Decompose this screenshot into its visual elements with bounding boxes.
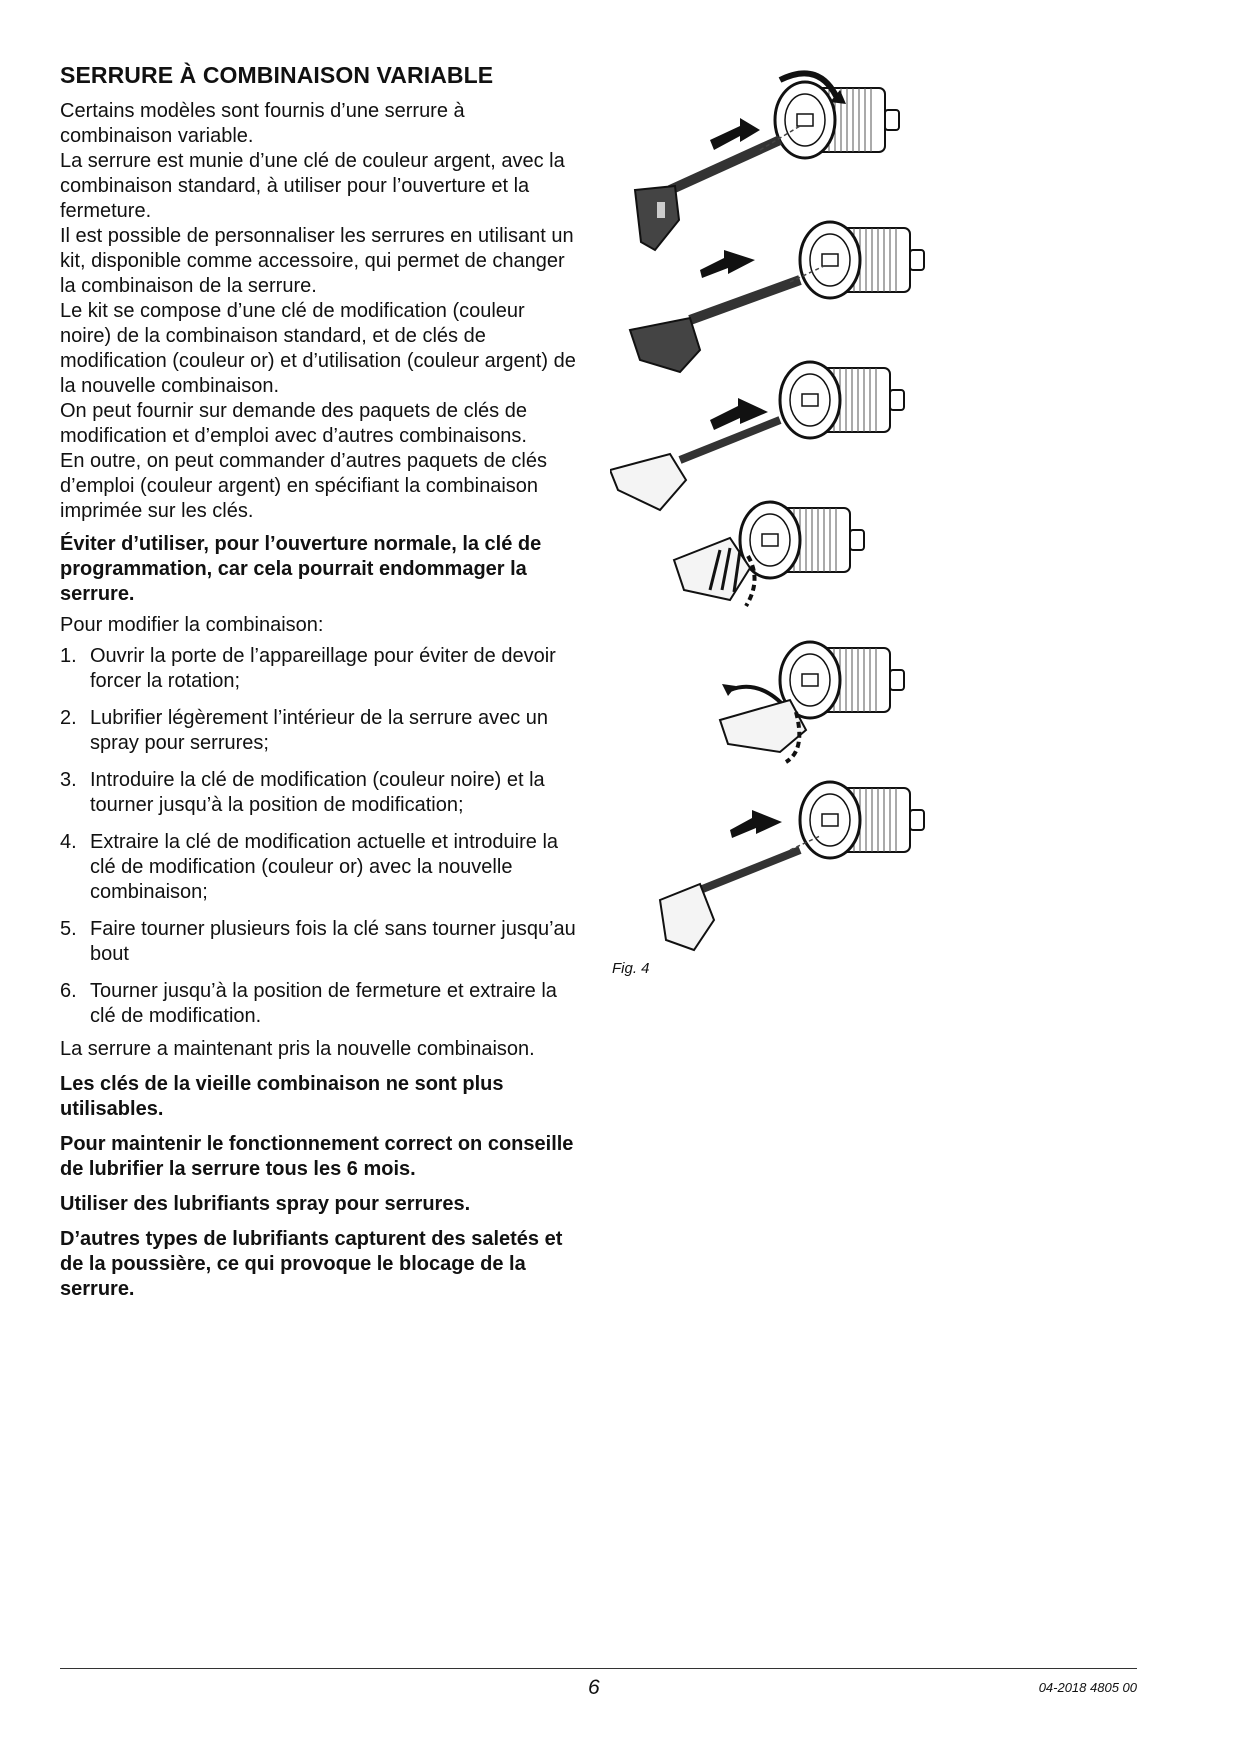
note-text: Les clés de la vieille combinaison ne sont plus utilisables. — [60, 1073, 504, 1120]
note-text: D’autres types de lubrifiants capturent des saletés et de la poussière, ce qui provoque le blocage de la serrure. — [60, 1228, 563, 1300]
key-light-4 — [660, 884, 714, 950]
step-text: Lubrifier légèrement l’intérieur de la serrure avec un spray pour serrures; — [90, 707, 549, 754]
step-text: Extraire la clé de modification actuelle et introduire la clé de modification (couleur or) avec la nouvelle combinaison; — [90, 831, 559, 903]
list-item — [60, 979, 580, 1029]
intro-block — [60, 99, 580, 524]
text-column — [60, 62, 580, 1302]
insert-arrow-icon — [710, 118, 760, 150]
figure-caption: Fig. 4 — [612, 960, 650, 977]
lock-cylinder-6 — [800, 782, 924, 858]
page-title: SERRURE À COMBINAISON VARIABLE — [60, 62, 494, 88]
result-text: La serrure a maintenant pris la nouvelle combinaison. — [60, 1038, 535, 1060]
step-text: Faire tourner plusieurs fois la clé sans tourner jusqu’au bout — [90, 918, 576, 965]
list-item — [60, 917, 580, 967]
key-blade — [680, 420, 780, 460]
key-blade — [690, 280, 800, 320]
step-text: Introduire la clé de modification (couleur noire) et la tourner jusqu’à la position de modification; — [90, 769, 545, 816]
extract-arrow-icon — [730, 810, 782, 838]
key-light-3 — [720, 700, 806, 752]
lock-figure — [610, 60, 940, 1000]
step-text: Tourner jusqu’à la position de fermeture et extraire la clé de modification. — [90, 980, 557, 1027]
lock-cylinder-5 — [780, 642, 904, 718]
notes-block — [60, 1072, 580, 1302]
warning-text: Éviter d’utiliser, pour l’ouverture normale, la clé de programmation, car cela pourrait endommager la serrure. — [60, 533, 542, 605]
note-text: Pour maintenir le fonctionnement correct on conseille de lubrifier la serrure tous les 6 mois. — [60, 1133, 574, 1180]
intro-paragraph: Il est possible de personnaliser les serrures en utilisant un kit, disponible comme accessoire, qui permet de changer la combinaison de la serrure. — [60, 225, 574, 297]
note-text: Utiliser des lubrifiants spray pour serrures. — [60, 1193, 471, 1215]
list-item — [60, 768, 580, 818]
lock-cylinder-4 — [740, 502, 864, 578]
footer-divider — [60, 1668, 1137, 1669]
step-number: 3. — [60, 769, 77, 791]
key-dark-2 — [630, 318, 700, 372]
page-number: 6 — [588, 1676, 600, 1699]
steps-intro: Pour modifier la combinaison: — [60, 614, 324, 636]
step-number: 2. — [60, 707, 77, 729]
key-blade — [700, 850, 800, 890]
list-item — [60, 830, 580, 905]
intro-paragraph: Certains modèles sont fournis d’une serrure à combinaison variable. — [60, 100, 465, 147]
intro-paragraph: Le kit se compose d’une clé de modification (couleur noire) de la combinaison standard, et de clés de modification (couleur or) et d’utilisation (couleur argent) de la nouvelle combinaison. — [60, 300, 576, 397]
key-blade — [670, 140, 780, 190]
intro-paragraph: On peut fournir sur demande des paquets de clés de modification et d’emploi avec d’autres combinaisons. — [60, 400, 527, 447]
step-number: 5. — [60, 918, 77, 940]
key-dark-1 — [635, 186, 679, 250]
list-item — [60, 644, 580, 694]
extract-arrow-icon — [700, 250, 755, 278]
step-number: 1. — [60, 645, 77, 667]
steps-list — [60, 644, 580, 1029]
intro-paragraph: La serrure est munie d’une clé de couleur argent, avec la combinaison standard, à utiliser pour l’ouverture et la fermeture. — [60, 150, 565, 222]
step-text: Ouvrir la porte de l’appareillage pour éviter de devoir forcer la rotation; — [90, 645, 556, 692]
key-light-1 — [610, 454, 686, 510]
step-number: 4. — [60, 831, 77, 853]
lock-cylinder-2 — [800, 222, 924, 298]
lock-cylinder-3 — [780, 362, 904, 438]
document-reference: 04-2018 4805 00 — [1038, 1680, 1137, 1695]
list-item — [60, 706, 580, 756]
step-number: 6. — [60, 980, 77, 1002]
intro-paragraph: En outre, on peut commander d’autres paquets de clés d’emploi (couleur argent) en spécifiant la combinaison imprimée sur les clés. — [60, 450, 547, 522]
